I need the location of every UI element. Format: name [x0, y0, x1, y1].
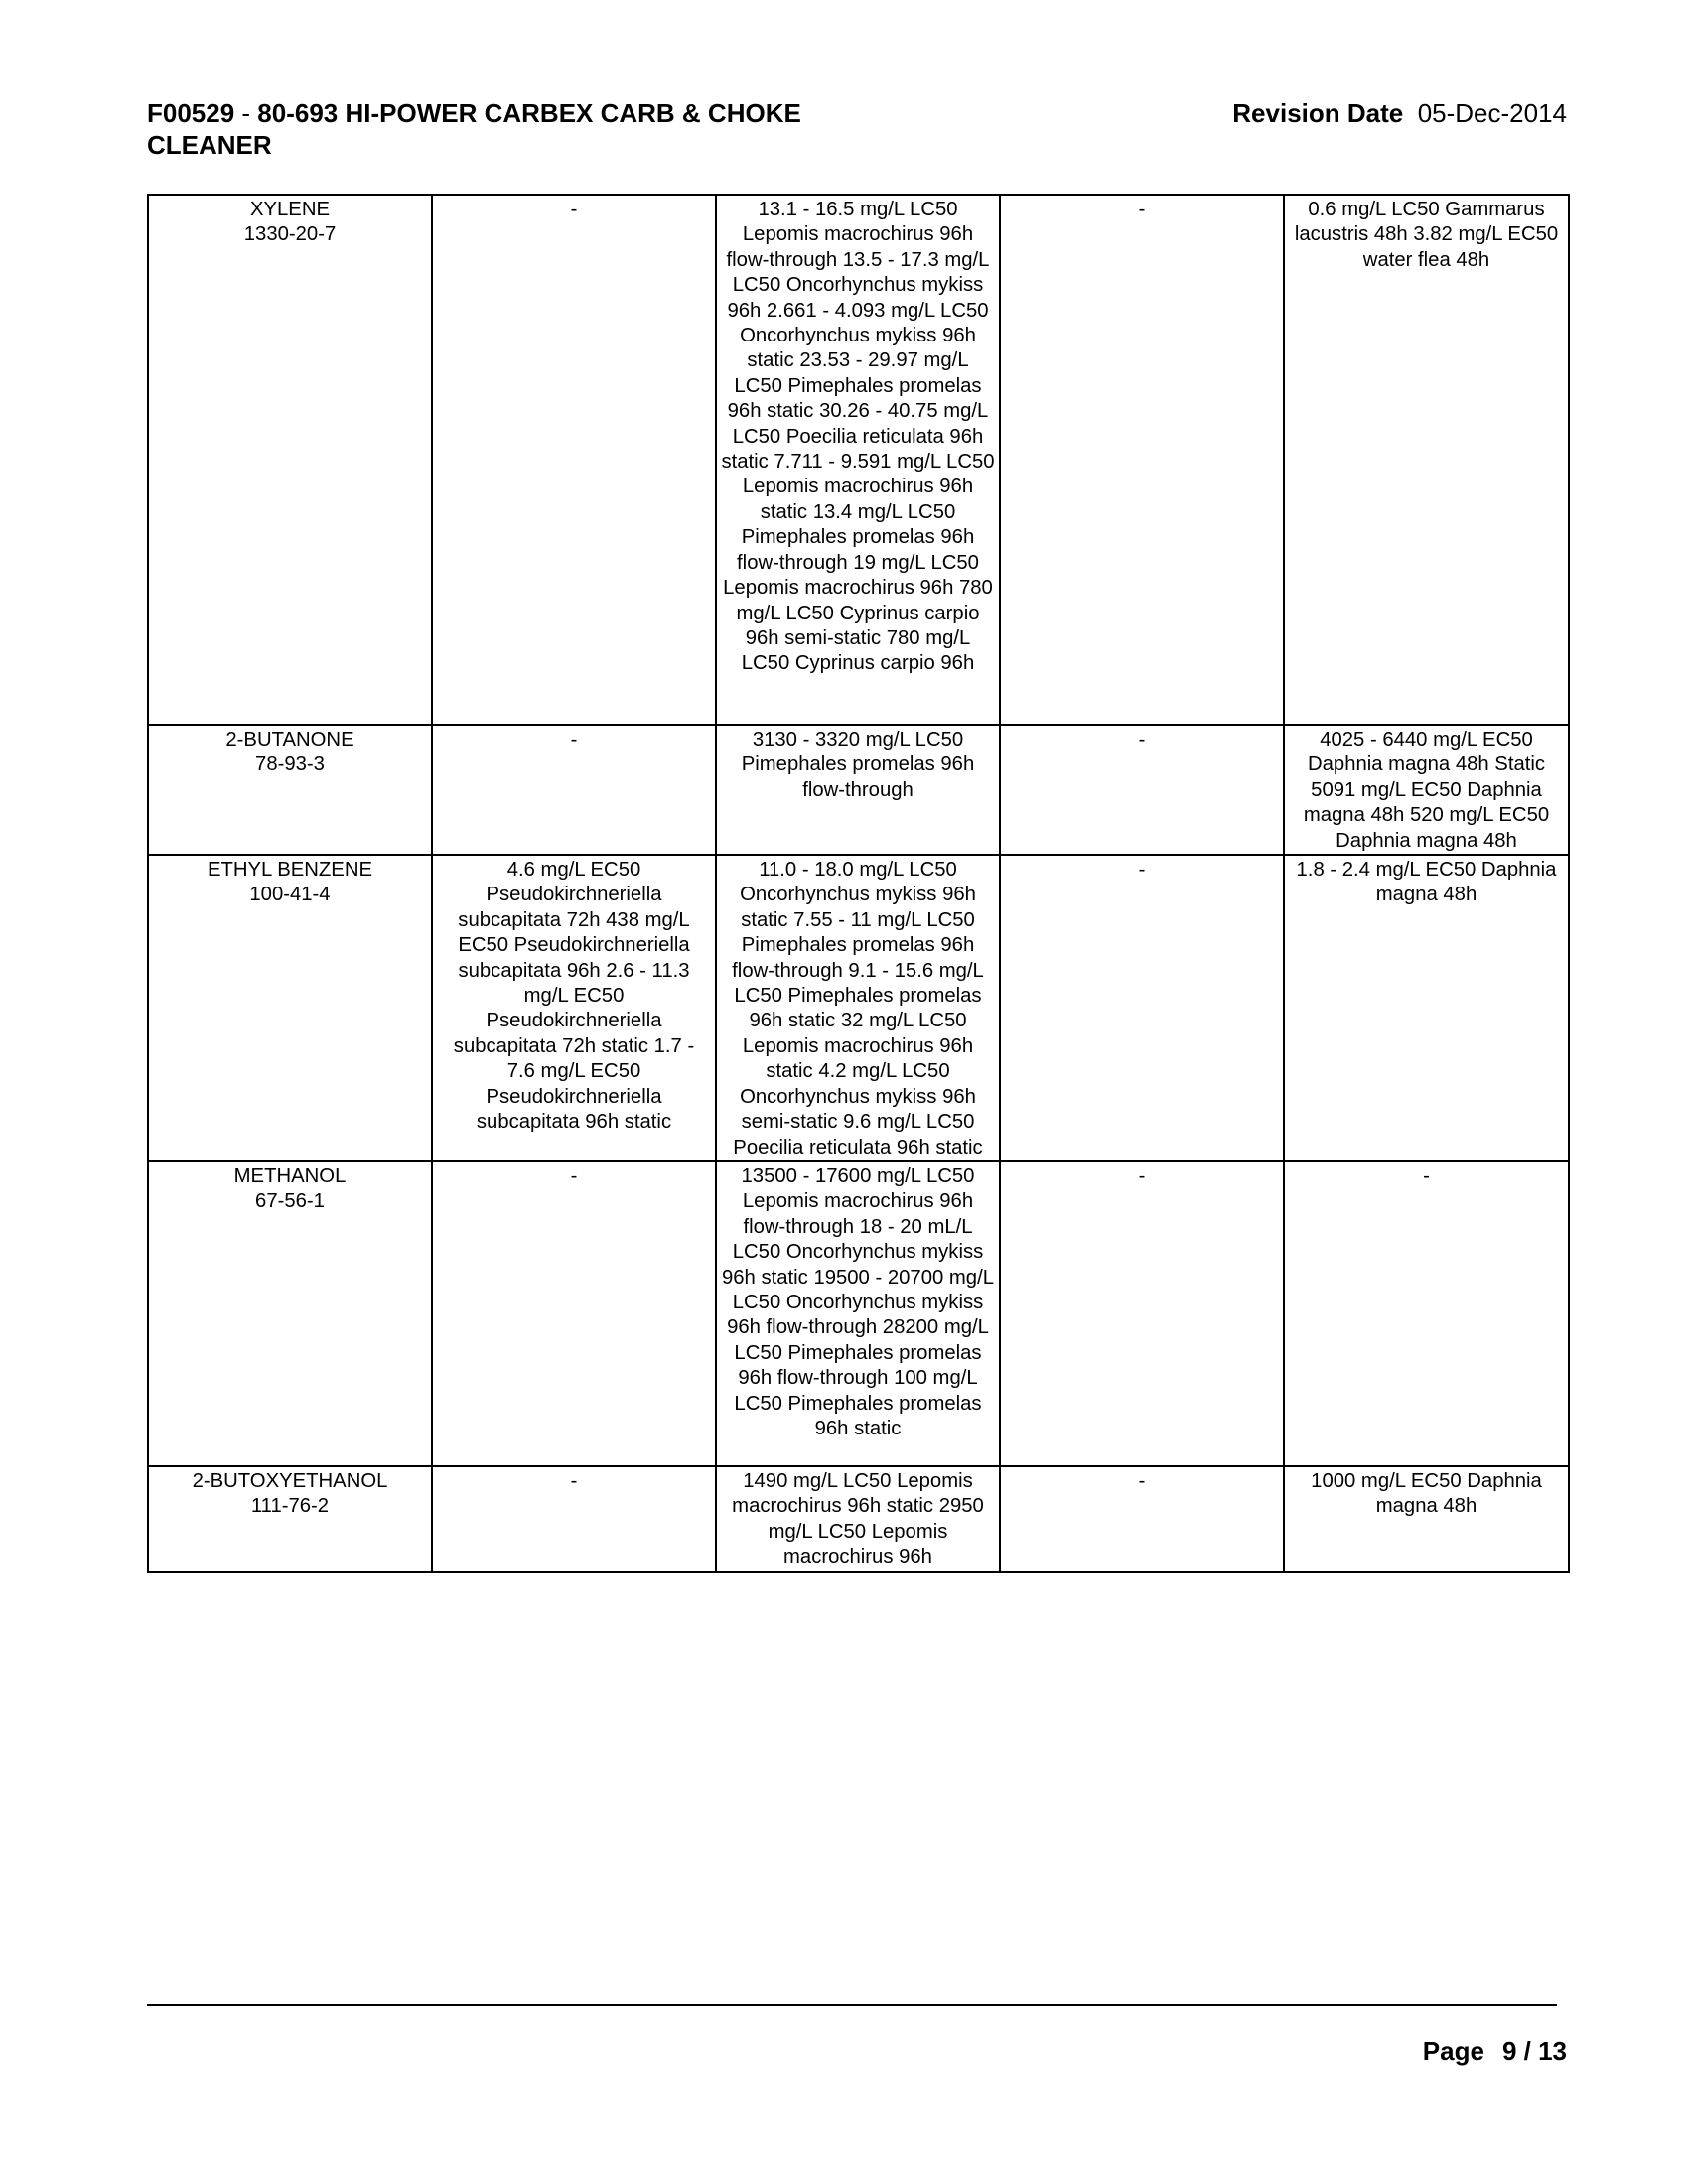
cas-number: 111-76-2 — [250, 1495, 330, 1518]
crustacea-cell: - — [1284, 1161, 1569, 1466]
crustacea-cell: 0.6 mg/L LC50 Gammarus lacustris 48h 3.82 mg/L EC50 water flea 48h — [1284, 195, 1569, 725]
footer-divider — [147, 2004, 1557, 2006]
chemical-name: 2-BUTANONE — [225, 729, 354, 751]
chemical-cell — [148, 855, 432, 1161]
algae-cell: - — [432, 195, 716, 725]
page-number — [1423, 2035, 1567, 2067]
fish-cell: 13.1 - 16.5 mg/L LC50 Lepomis macrochirus 96h flow-through 13.5 - 17.3 mg/L LC50 Oncorhynchus mykiss 96h 2.661 - 4.093 mg/L LC50 Oncorhynchus mykiss 96h static 23.53 - 29.97 mg/L LC50 Pimephales promelas 96h static 30.26 - 40.75 mg/L LC50 Poecilia reticulata 96h static 7.711 - 9.591 mg/L LC50 Lepomis macrochirus 96h static 13.4 mg/L LC50 Pimephales promelas 96h flow-through 19 mg/L LC50 Lepomis macrochirus 96h 780 mg/L LC50 Cyprinus carpio 96h semi-static 780 mg/L LC50 Cyprinus carpio 96h — [716, 195, 1000, 725]
chemical-name: METHANOL — [233, 1164, 347, 1187]
algae-cell: - — [432, 1161, 716, 1466]
page-count: 9 / 13 — [1501, 2036, 1567, 2066]
chemical-name: 2-BUTOXYETHANOL — [192, 1469, 388, 1492]
algae-cell: 4.6 mg/L EC50 Pseudokirchneriella subcapitata 72h 438 mg/L EC50 Pseudokirchneriella subcapitata 96h 2.6 - 11.3 mg/L EC50 Pseudokirchneriella subcapitata 72h static 1.7 - 7.6 mg/L EC50 Pseudokirchneriella subcapitata 96h static — [432, 855, 716, 1161]
crustacea-cell: 1.8 - 2.4 mg/L EC50 Daphnia magna 48h — [1284, 855, 1569, 1161]
chemical-cell — [148, 1466, 432, 1572]
title-separator: - — [234, 98, 258, 128]
chemical-name: ETHYL BENZENE — [207, 859, 373, 882]
document-title — [147, 97, 902, 161]
table-row — [148, 1466, 1569, 1572]
table-row — [148, 1161, 1569, 1466]
ecotoxicity-table — [147, 194, 1570, 1573]
revision-date-block — [1232, 97, 1567, 129]
table-row — [148, 855, 1569, 1161]
algae-cell: - — [432, 725, 716, 855]
page-label: Page — [1422, 2036, 1484, 2066]
crustacea-cell: 1000 mg/L EC50 Daphnia magna 48h — [1284, 1466, 1569, 1572]
product-name: 80-693 HI-POWER CARBEX CARB & CHOKE CLEANER — [147, 98, 801, 160]
crustacea-cell: 4025 - 6440 mg/L EC50 Daphnia magna 48h Static 5091 mg/L EC50 Daphnia magna 48h 520 mg/L EC50 Daphnia magna 48h — [1284, 725, 1569, 855]
chemical-name: XYLENE — [249, 199, 331, 220]
fish-cell: 13500 - 17600 mg/L LC50 Lepomis macrochirus 96h flow-through 18 - 20 mL/L LC50 Oncorhynchus mykiss 96h static 19500 - 20700 mg/L LC50 Oncorhynchus mykiss 96h flow-through 28200 mg/L LC50 Pimephales promelas 96h flow-through 100 mg/L LC50 Pimephales promelas 96h static — [716, 1161, 1000, 1466]
fish-cell: 3130 - 3320 mg/L LC50 Pimephales promelas 96h flow-through — [716, 725, 1000, 855]
cas-number: 100-41-4 — [249, 884, 331, 906]
fish-cell: 11.0 - 18.0 mg/L LC50 Oncorhynchus mykiss 96h static 7.55 - 11 mg/L LC50 Pimephales promelas 96h flow-through 9.1 - 15.6 mg/L LC50 Pimephales promelas 96h static 32 mg/L LC50 Lepomis macrochirus 96h static 4.2 mg/L LC50 Oncorhynchus mykiss 96h semi-static 9.6 mg/L LC50 Poecilia reticulata 96h static — [716, 855, 1000, 1161]
revision-date-value: 05-Dec-2014 — [1417, 98, 1567, 128]
table-row — [148, 195, 1569, 725]
algae-cell: - — [432, 1466, 716, 1572]
microorganisms-cell: - — [1000, 1161, 1284, 1466]
microorganisms-cell: - — [1000, 195, 1284, 725]
fish-cell: 1490 mg/L LC50 Lepomis macrochirus 96h static 2950 mg/L LC50 Lepomis macrochirus 96h — [716, 1466, 1000, 1572]
product-code: F00529 — [147, 98, 235, 128]
chemical-cell — [148, 195, 432, 725]
microorganisms-cell: - — [1000, 855, 1284, 1161]
microorganisms-cell: - — [1000, 725, 1284, 855]
chemical-cell — [148, 1161, 432, 1466]
cas-number: 78-93-3 — [255, 753, 325, 776]
cas-number: 67-56-1 — [255, 1190, 325, 1213]
chemical-cell — [148, 725, 432, 855]
revision-date-label: Revision Date — [1232, 98, 1404, 128]
cas-number: 1330-20-7 — [243, 223, 337, 246]
microorganisms-cell: - — [1000, 1466, 1284, 1572]
table-row — [148, 725, 1569, 855]
